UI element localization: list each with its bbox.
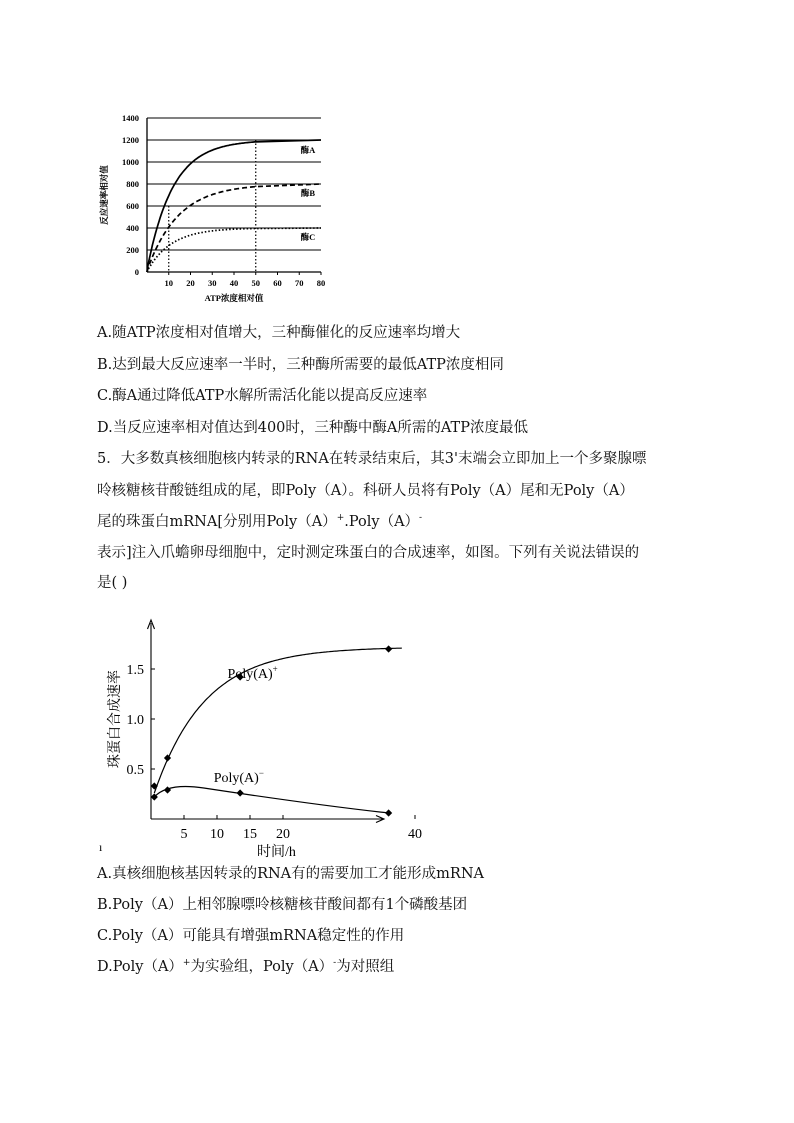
y-tick-label: 1.5 [126, 663, 144, 678]
stray-mark: ı [99, 840, 103, 854]
y-tick-label: 1.0 [126, 713, 144, 728]
x-tick-label: 40 [229, 278, 239, 288]
q5-option-c: C.Poly（A）可能具有增强mRNA稳定性的作用 [97, 928, 405, 944]
q5-option-b: B.Poly（A）上相邻腺嘌呤核糖核苷酸间都有1个磷酸基团 [97, 897, 468, 913]
y-tick-label: 0.5 [126, 763, 144, 778]
x-tick-label: 10 [210, 827, 224, 842]
q4-option-a: A.随ATP浓度相对值增大，三种酶催化的反应速率均增大 [97, 325, 461, 341]
x-tick-label: 30 [208, 278, 217, 288]
q5-option-a: A.真核细胞核基因转录的RNA有的需要加工才能形成mRNA [97, 866, 484, 882]
x-tick-label: 60 [273, 278, 282, 288]
y-tick-label: 1200 [122, 135, 139, 145]
x-tick-label: 15 [243, 827, 257, 842]
series-label-poly-a-plus: Poly(A)+ [227, 664, 278, 682]
y-axis-label: 反应速率相对值 [99, 165, 109, 225]
q5-stem-line2: 呤核糖核苷酸链组成的尾，即Poly（A）。科研人员将有Poly（A）尾和无Poly（A） [97, 483, 634, 499]
y-axis-label: 珠蛋白合成速率 [108, 670, 123, 768]
x-tick-label: 50 [251, 278, 260, 288]
q5-stem-line5: 是( ) [97, 575, 128, 591]
y-tick-label: 600 [126, 201, 139, 211]
x-tick-label: 5 [180, 827, 188, 842]
data-point [151, 782, 158, 789]
q4-option-d: D.当反应速率相对值达到400时，三种酶中酶A所需的ATP浓度最低 [97, 420, 528, 436]
data-point [385, 645, 392, 652]
x-axis-label: ATP浓度相对值 [204, 293, 264, 303]
x-tick-label: 70 [295, 278, 304, 288]
x-tick-label: 20 [276, 827, 290, 842]
q5-option-d: D.Poly（A）+为实验组，Poly（A）-为对照组 [97, 958, 395, 975]
poly-a-minus-curve [154, 787, 388, 813]
data-point [237, 789, 244, 796]
series-label: 酶B [300, 188, 316, 198]
q5-stem-line4: 表示]注入爪蟾卵母细胞中，定时测定珠蛋白的合成速率，如图。下列有关说法错误的 [97, 545, 640, 561]
q5-stem-line1: 5．大多数真核细胞核内转录的RNA在转录结束后，其3'末端会立即加上一个多聚腺嘌 [97, 451, 647, 467]
poly-a-plus-curve [154, 648, 401, 793]
x-tick-label: 20 [186, 278, 195, 288]
series-label: 酶C [300, 232, 316, 242]
q4-option-b: B.达到最大反应速率一半时，三种酶所需要的最低ATP浓度相同 [97, 357, 504, 373]
data-point [164, 786, 171, 793]
y-tick-label: 800 [126, 179, 139, 189]
y-tick-label: 1000 [122, 157, 139, 167]
q5-stem-line3: 尾的珠蛋白mRNA[分别用Poly（A）+.Poly（A）- [97, 513, 423, 530]
enzyme-rate-chart [95, 105, 335, 310]
x-axis-label: 时间/h [256, 845, 296, 860]
y-tick-label: 200 [126, 245, 139, 255]
globin-synthesis-chart [95, 615, 422, 860]
x-tick-label: 40 [408, 827, 422, 842]
y-tick-label: 400 [126, 223, 139, 233]
q4-option-c: C.酶A通过降低ATP水解所需活化能以提高反应速率 [97, 388, 428, 404]
y-tick-label: 1400 [122, 113, 139, 123]
x-tick-label: 10 [164, 278, 173, 288]
y-tick-label: 0 [134, 267, 139, 277]
series-label-poly-a-minus: Poly(A)− [213, 768, 264, 786]
x-tick-label: 80 [316, 278, 326, 288]
series-label: 酶A [300, 145, 316, 155]
data-point [385, 809, 392, 816]
